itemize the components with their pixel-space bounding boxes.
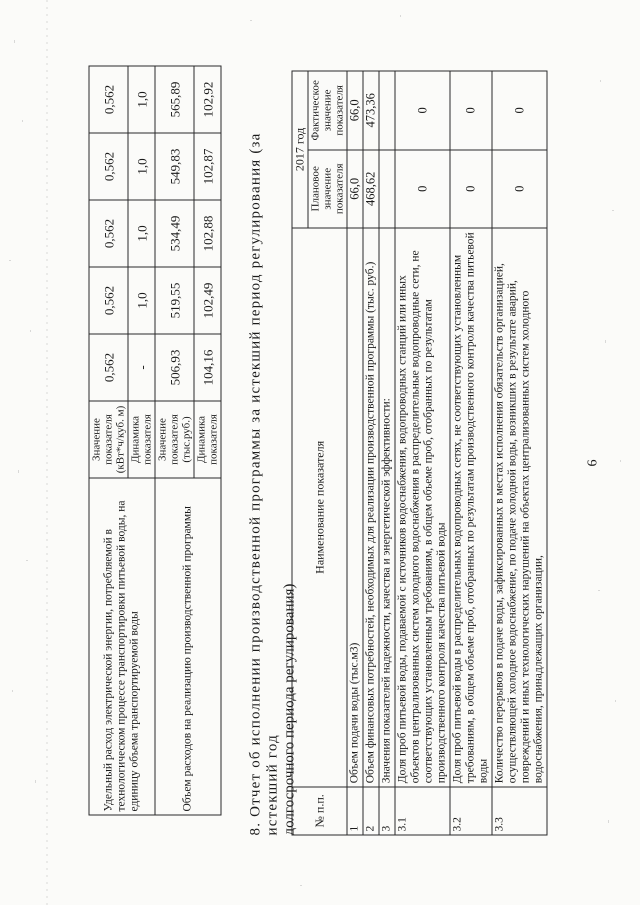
value-cell: 534,49: [155, 200, 194, 267]
value-cell: 102,92: [194, 66, 221, 133]
row-number: 3.3: [492, 786, 547, 834]
column-header-name: Наименование показателя: [292, 227, 347, 786]
table-row: [347, 71, 363, 835]
value-cell: 549,83: [155, 133, 194, 200]
value-cell: 1,0: [128, 133, 155, 200]
table-row: [450, 71, 492, 835]
indicator-name: Удельный расход электрической энергии, потребляемой в технологическом процессе транспортировки питьевой воды, на единицу объема транспортируемой воды: [89, 478, 155, 815]
plan-value: 0: [492, 149, 547, 227]
fact-value: 66,0: [347, 71, 363, 150]
row-name: Значения показателей надежности, качества и энергетической эффективности:: [379, 227, 395, 786]
indicator-kind: Динамика показателя: [194, 401, 221, 478]
table-row: [363, 71, 379, 835]
program-report-table: [291, 70, 547, 835]
plan-value: 0: [395, 149, 450, 227]
value-cell: 1,0: [128, 200, 155, 267]
table-row: [155, 66, 194, 815]
table-row: [395, 71, 450, 835]
value-cell: 104,16: [194, 334, 221, 401]
value-cell: 0,562: [89, 267, 128, 334]
column-header-plan: Плановое значение показателя: [308, 149, 347, 227]
indicators-table: [88, 65, 221, 815]
table-header-row: [292, 71, 308, 835]
section-heading-line: долгосрочного периода регулирования): [281, 583, 297, 835]
row-name: Количество перерывов в подаче воды, зафиксированных в местах исполнения обязательств организацией, осуществляющей холодное водоснабжение, по подаче холодной воды, возникших в результате аварий, повреждений и иных технологических нарушений на объектах централизованных систем холодного водоснабжения, принадлежащих организации,: [492, 227, 547, 786]
value-cell: 1,0: [128, 267, 155, 334]
indicator-kind: Динамика показателя: [128, 401, 155, 478]
section-heading: [247, 75, 298, 835]
value-cell: 0,562: [89, 66, 128, 133]
value-cell: 0,562: [89, 133, 128, 200]
table-row: [492, 71, 547, 835]
fact-value: 0: [492, 71, 547, 150]
indicator-name: Объем расходов на реализацию производственной программы: [155, 478, 221, 815]
row-name: Доля проб питьевой воды, подаваемой с источников водоснабжения, водопроводных станций или иных объектов централизованных систем холодного водоснабжения в распределительные водопроводные сети, не соответствующих установленным требованиям, в общем объеме проб, отобранных по результатам производственного контроля качества питьевой воды: [395, 227, 450, 786]
row-number: 1: [347, 786, 363, 834]
plan-value: 0: [450, 149, 492, 227]
table-row: [379, 71, 395, 835]
row-name: Объем подачи воды (тыс.м3): [347, 227, 363, 786]
row-number: 3: [379, 786, 395, 834]
indicator-kind: Значение показателя (тыс.руб.): [155, 401, 194, 478]
plan-value: [379, 149, 395, 227]
column-header-num: № п.п.: [292, 786, 347, 834]
value-cell: 565,89: [155, 66, 194, 133]
fact-value: 0: [395, 71, 450, 150]
value-cell: 1,0: [128, 66, 155, 133]
plan-value: 468,62: [363, 149, 379, 227]
fact-value: 473,36: [363, 71, 379, 150]
plan-value: 66,0: [347, 149, 363, 227]
value-cell: 519,55: [155, 267, 194, 334]
table-row: [89, 66, 128, 815]
column-header-fact: Фактическое значение показателя: [308, 71, 347, 150]
section-heading-line: 8. Отчет об исполнении производственной программы за истекший период регулирования (за истекший год: [247, 131, 280, 835]
row-number: 3.2: [450, 786, 492, 834]
value-cell: 102,49: [194, 267, 221, 334]
value-cell: 506,93: [155, 334, 194, 401]
fact-value: [379, 71, 395, 150]
value-cell: 102,88: [194, 200, 221, 267]
page-number: 6: [585, 459, 600, 466]
value-cell: -: [128, 334, 155, 401]
fact-value: 0: [450, 71, 492, 150]
value-cell: 102,87: [194, 133, 221, 200]
value-cell: 0,562: [89, 200, 128, 267]
row-number: 2: [363, 786, 379, 834]
value-cell: 0,562: [89, 334, 128, 401]
column-header-year: 2017 год: [292, 71, 308, 228]
indicator-kind: Значение показателя (кВт*ч/куб. м): [89, 401, 128, 478]
row-number: 3.1: [395, 786, 450, 834]
row-name: Доля проб питьевой воды в распределительных водопроводных сетях, не соответствующих установленным требованиям, в общем объеме проб, отобранных по результатам производственного контроля качества питьевой воды: [450, 227, 492, 786]
row-name: Объем финансовых потребностей, необходимых для реализации производственной программы (тыс. руб.): [363, 227, 379, 786]
